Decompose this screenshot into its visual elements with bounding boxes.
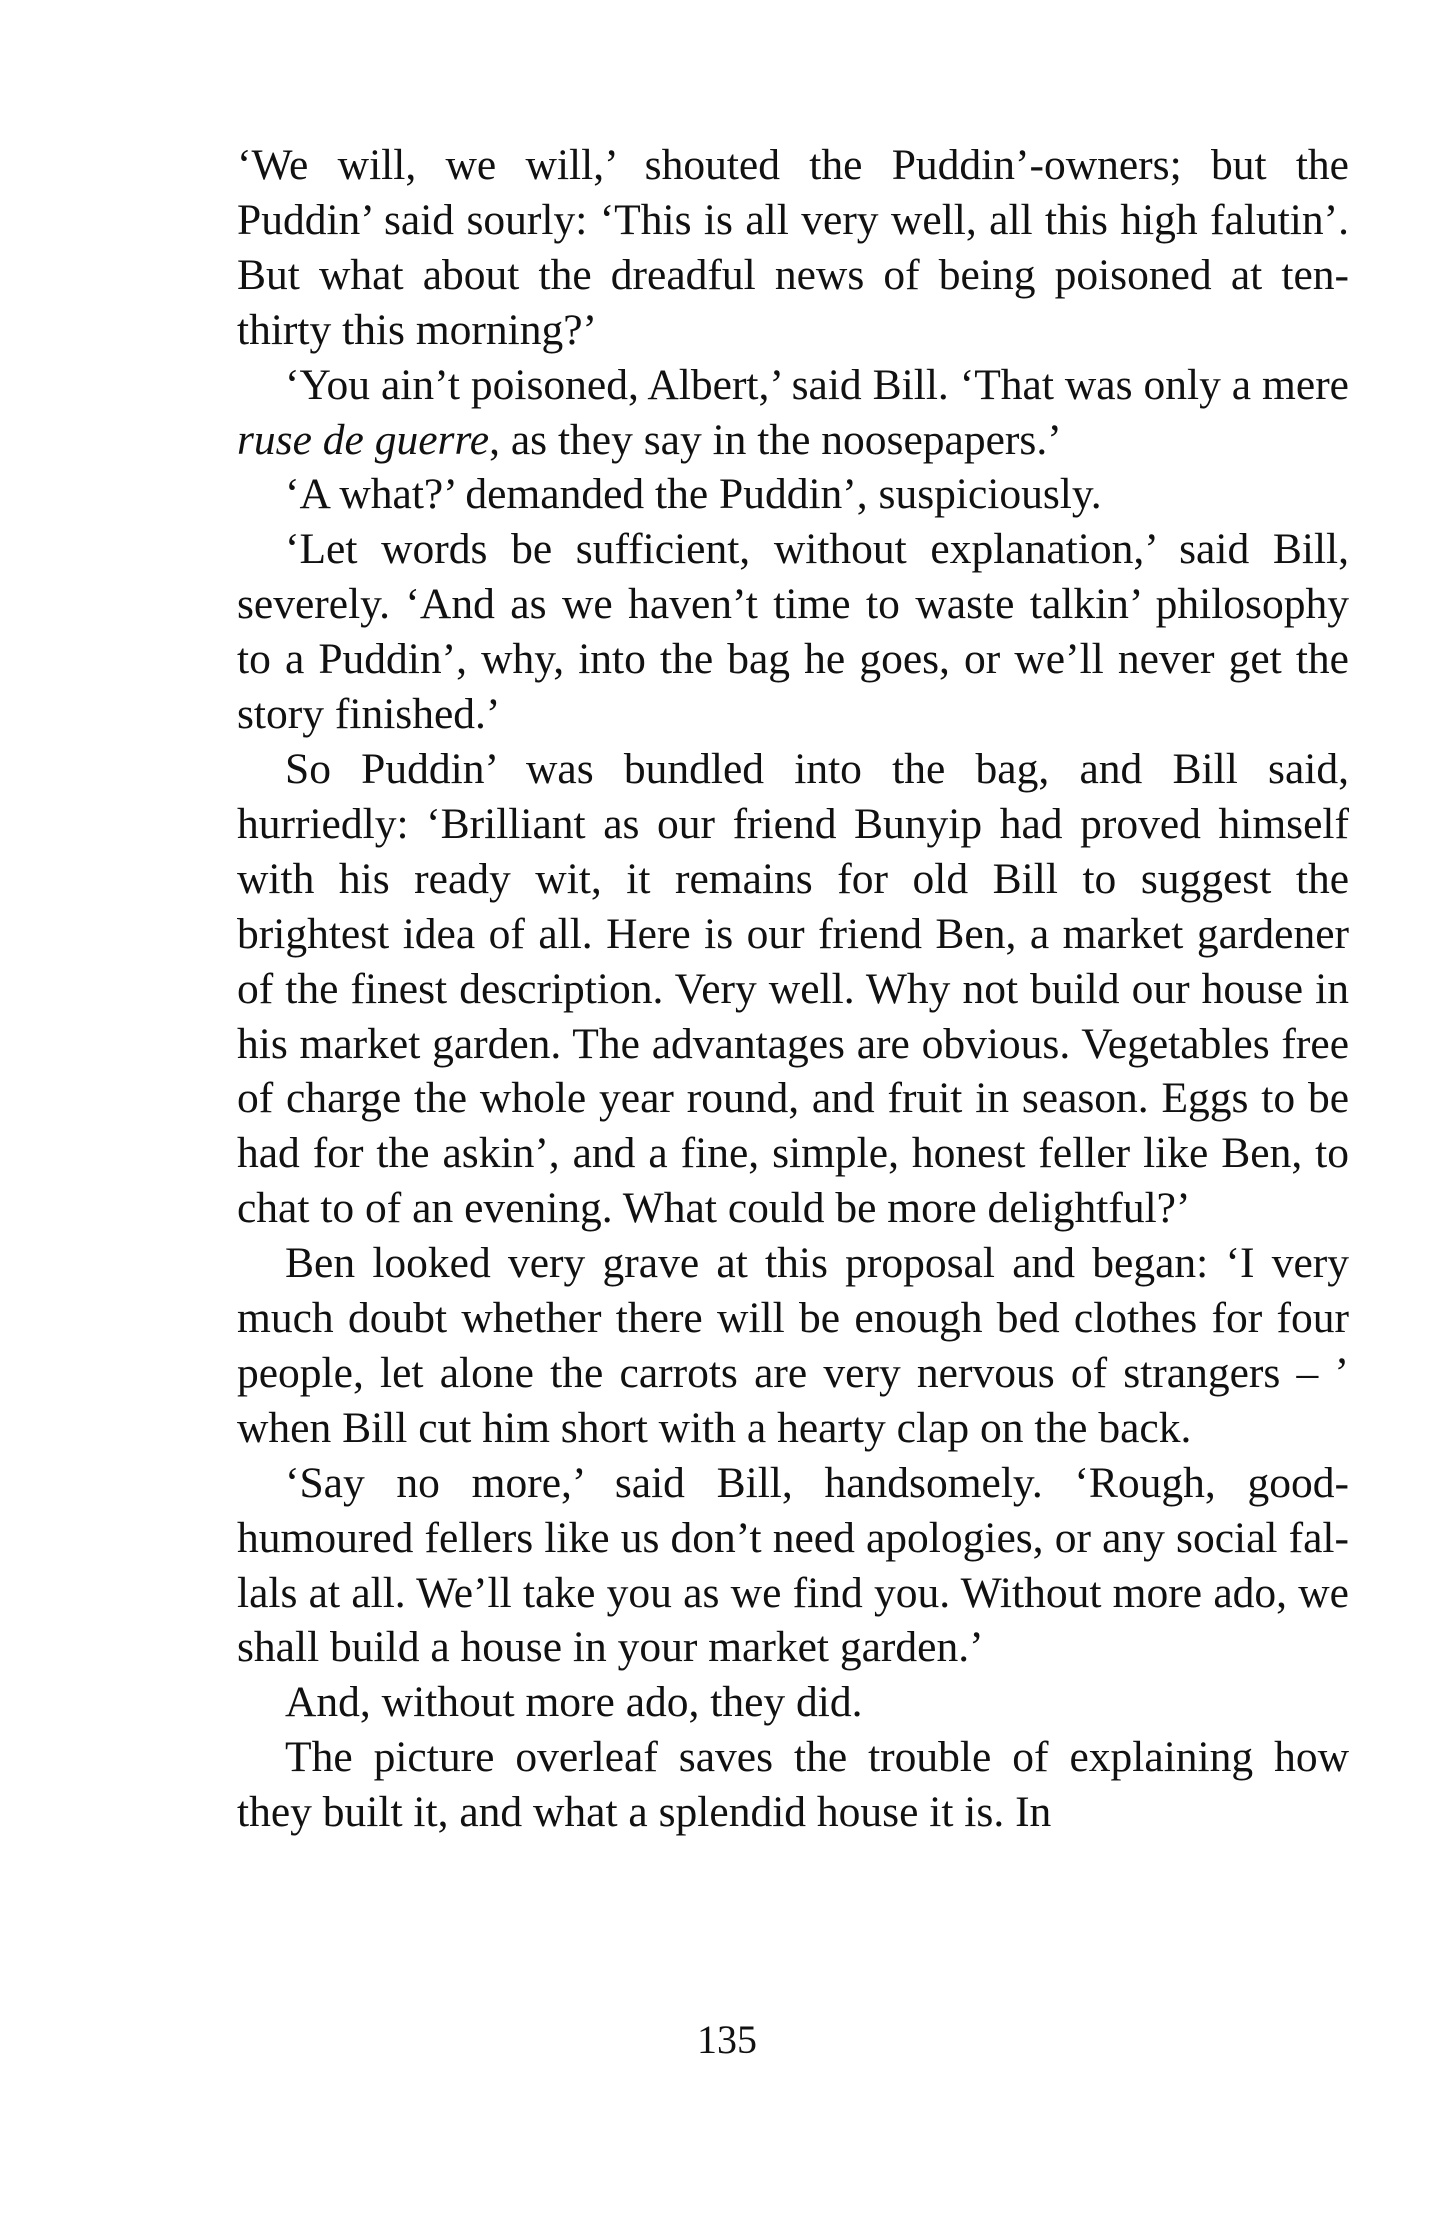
body-text — [237, 138, 1349, 1840]
paragraph-2 — [237, 358, 1349, 468]
paragraph-5: So Puddin’ was bundled into the bag, and Bill said, hurriedly: ‘Brilliant as our friend Bunyip had proved himself with his ready wit, it remains for old Bill to suggest the brightest idea of all. Here is our friend Ben, a market gardener of the finest description. Very well. Why not build our house in his market garden. The advantages are obvious. Vegetables free of charge the whole year round, and fruit in season. Eggs to be had for the askin’, and a fine, simple, honest feller like Ben, to chat to of an evening. What could be more delightful?’ — [237, 744, 1349, 1233]
paragraph-2-start: ‘You ain’t poisoned, Albert,’ said Bill. ‘That was only a mere — [285, 360, 1349, 409]
paragraph-2-end: , as they say in the noosepapers.’ — [489, 415, 1062, 464]
paragraph-4: ‘Let words be sufficient, without explanation,’ said Bill, severely. ‘And as we haven’t time to waste talkin’ philosophy to a Puddin’, why, into the bag he goes, or we’ll never get the story finished.’ — [237, 525, 1349, 739]
paragraph-3: ‘A what?’ demanded the Puddin’, suspiciously. — [285, 470, 1102, 519]
paragraph-6: Ben looked very grave at this proposal and began: ‘I very much doubt whether there will be enough bed clothes for four people, let alone the carrots are very nervous of strangers – ’ when Bill cut him short with a hearty clap on the back. — [237, 1239, 1349, 1452]
italic-phrase: ruse de guerre — [237, 415, 490, 464]
page-number: 135 — [697, 2017, 757, 2062]
paragraph-1: ‘We will, we will,’ shouted the Puddin’-owners; but the Puddin’ said sourly: ‘This is all very well, all this high falutin’. But what about the dreadful news of being poisoned at ten-thirty this morning?’ — [237, 141, 1349, 354]
paragraph-8: And, without more ado, they did. — [285, 1678, 863, 1727]
paragraph-9: The picture overleaf saves the trouble of explaining how they built it, and what a splendid house it is. In — [237, 1733, 1349, 1837]
paragraph-7: ‘Say no more,’ said Bill, handsomely. ‘Rough, good-humoured fellers like us don’t need apologies, or any social fal-lals at all. We’ll take you as we find you. Without more ado, we shall build a house in your market garden.’ — [237, 1458, 1349, 1672]
